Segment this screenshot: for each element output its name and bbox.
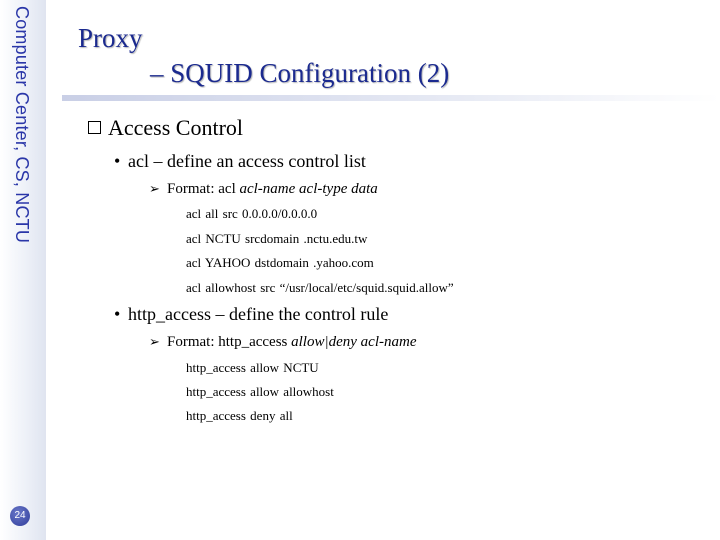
acl-example-line: acl NCTU srcdomain .nctu.edu.tw [186, 231, 368, 246]
bullet-dot-icon: • [114, 151, 121, 171]
acl-example-line: acl YAHOO dstdomain .yahoo.com [186, 255, 374, 270]
http-access-example-line: http_access allow allowhost [186, 384, 334, 399]
acl-bullet-text: acl – define an access control list [128, 151, 366, 171]
acl-example-line: acl allowhost src “/usr/local/etc/squid.squid.allow” [186, 280, 454, 295]
slide-subtitle: – SQUID Configuration (2) [150, 58, 450, 88]
http-access-example-line: http_access deny all [186, 408, 293, 423]
http-access-example-line: http_access allow NCTU [186, 360, 319, 375]
acl-bullet [114, 151, 366, 172]
http-access-format [149, 334, 416, 351]
acl-format-args: acl-name acl-type data [239, 181, 378, 197]
checkbox-bullet-icon [88, 121, 101, 134]
arrow-bullet-icon: ➢ [149, 182, 160, 197]
slide-title: Proxy [78, 23, 143, 53]
http-access-format-label: Format: http_access [167, 334, 292, 350]
page-number-badge: 24 [10, 506, 30, 526]
acl-format [149, 181, 378, 198]
http-access-bullet-text: http_access – define the control rule [128, 304, 389, 324]
http-access-bullet [114, 304, 388, 325]
section-heading-text: Access Control [108, 115, 244, 140]
section-heading [88, 115, 243, 141]
acl-format-label: Format: acl [167, 181, 240, 197]
title-underline [62, 95, 720, 101]
sidebar-band [0, 0, 46, 540]
arrow-bullet-icon: ➢ [149, 335, 160, 350]
sidebar-label: Computer Center, CS, NCTU [12, 6, 32, 244]
http-access-format-args: allow|deny acl-name [291, 334, 417, 350]
acl-example-line: acl all src 0.0.0.0/0.0.0.0 [186, 206, 318, 221]
bullet-dot-icon: • [114, 304, 121, 324]
